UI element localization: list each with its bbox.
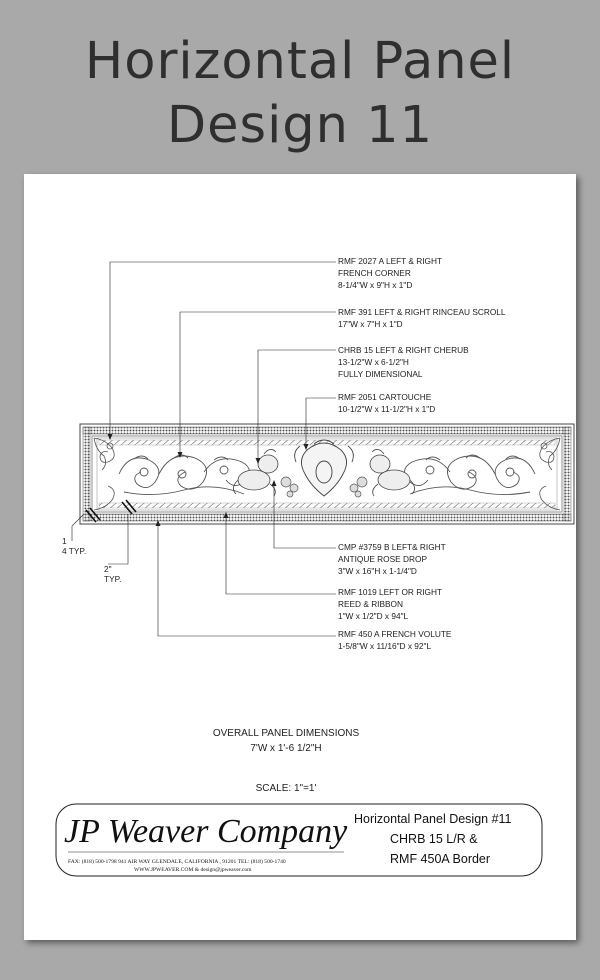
callout-french-volute: RMF 450 A FRENCH VOLUTE 1-5/8"W x 11/16"D x 92"L [338, 629, 452, 651]
contact-line-1: FAX: (818) 500-1798 941 AIR WAY GLENDALE, CALIFORNIA , 91201 TEL: (818) 500-1740 [68, 859, 286, 865]
overall-dimensions-heading: OVERALL PANEL DIMENSIONS [212, 728, 360, 739]
typ-label-fraction: 1 [62, 536, 67, 546]
page-title-line-2: Design 11 [166, 96, 434, 155]
callout-cherub: CHRB 15 LEFT & RIGHT CHERUB 13-1/2"W x 6-1/2"H FULLY DIMENSIONAL [338, 345, 469, 379]
company-logo: JP Weaver Company [64, 813, 348, 850]
callout-leaders [110, 262, 336, 636]
panel-drawing [24, 174, 576, 940]
scale-label: SCALE: 1"=1' [255, 783, 317, 794]
title-block [56, 804, 542, 876]
rinceau-scroll-left [119, 455, 250, 495]
design-name: Horizontal Panel Design #11 [354, 812, 512, 826]
contact-line-2: WWW.JPWEAVER.COM & design@jpweaver.com [134, 867, 252, 873]
typ-label-2in-typ: TYP. [104, 574, 122, 584]
callout-rose-drop: CMP #3759 B LEFT& RIGHT ANTIQUE ROSE DROP 3"W x 16"H x 1-1/4"D [338, 542, 446, 576]
cherub-left [233, 449, 278, 496]
typ-label-2in: 2" [104, 564, 112, 574]
cherub-right [370, 449, 415, 496]
part-line-1: CHRB 15 L/R & [390, 832, 478, 846]
reed-ribbon-bottom [99, 503, 555, 508]
page-title-line-1: Horizontal Panel [84, 32, 516, 91]
callout-french-corner: RMF 2027 A LEFT & RIGHT FRENCH CORNER 8-1/4"W x 9"H x 1"D [338, 256, 442, 290]
callout-rinceau-scroll: RMF 391 LEFT & RIGHT RINCEAU SCROLL 17"W x 7"H x 1"D [338, 307, 506, 329]
overall-dimensions-value: 7'W x 1'-6 1/2"H [250, 743, 322, 754]
rinceau-scroll-right [404, 455, 535, 495]
callout-reed-ribbon: RMF 1019 LEFT OR RIGHT REED & RIBBON 1"W x 1/2"D x 94"L [338, 587, 442, 621]
part-line-2: RMF 450A Border [390, 852, 491, 866]
cartouche [295, 440, 354, 496]
callout-cartouche: RMF 2051 CARTOUCHE 10-1/2"W x 11-1/2"H x 1"D [338, 392, 436, 414]
typ-label-1-4: 4 TYP. [62, 546, 87, 556]
drawing-sheet [24, 174, 576, 940]
